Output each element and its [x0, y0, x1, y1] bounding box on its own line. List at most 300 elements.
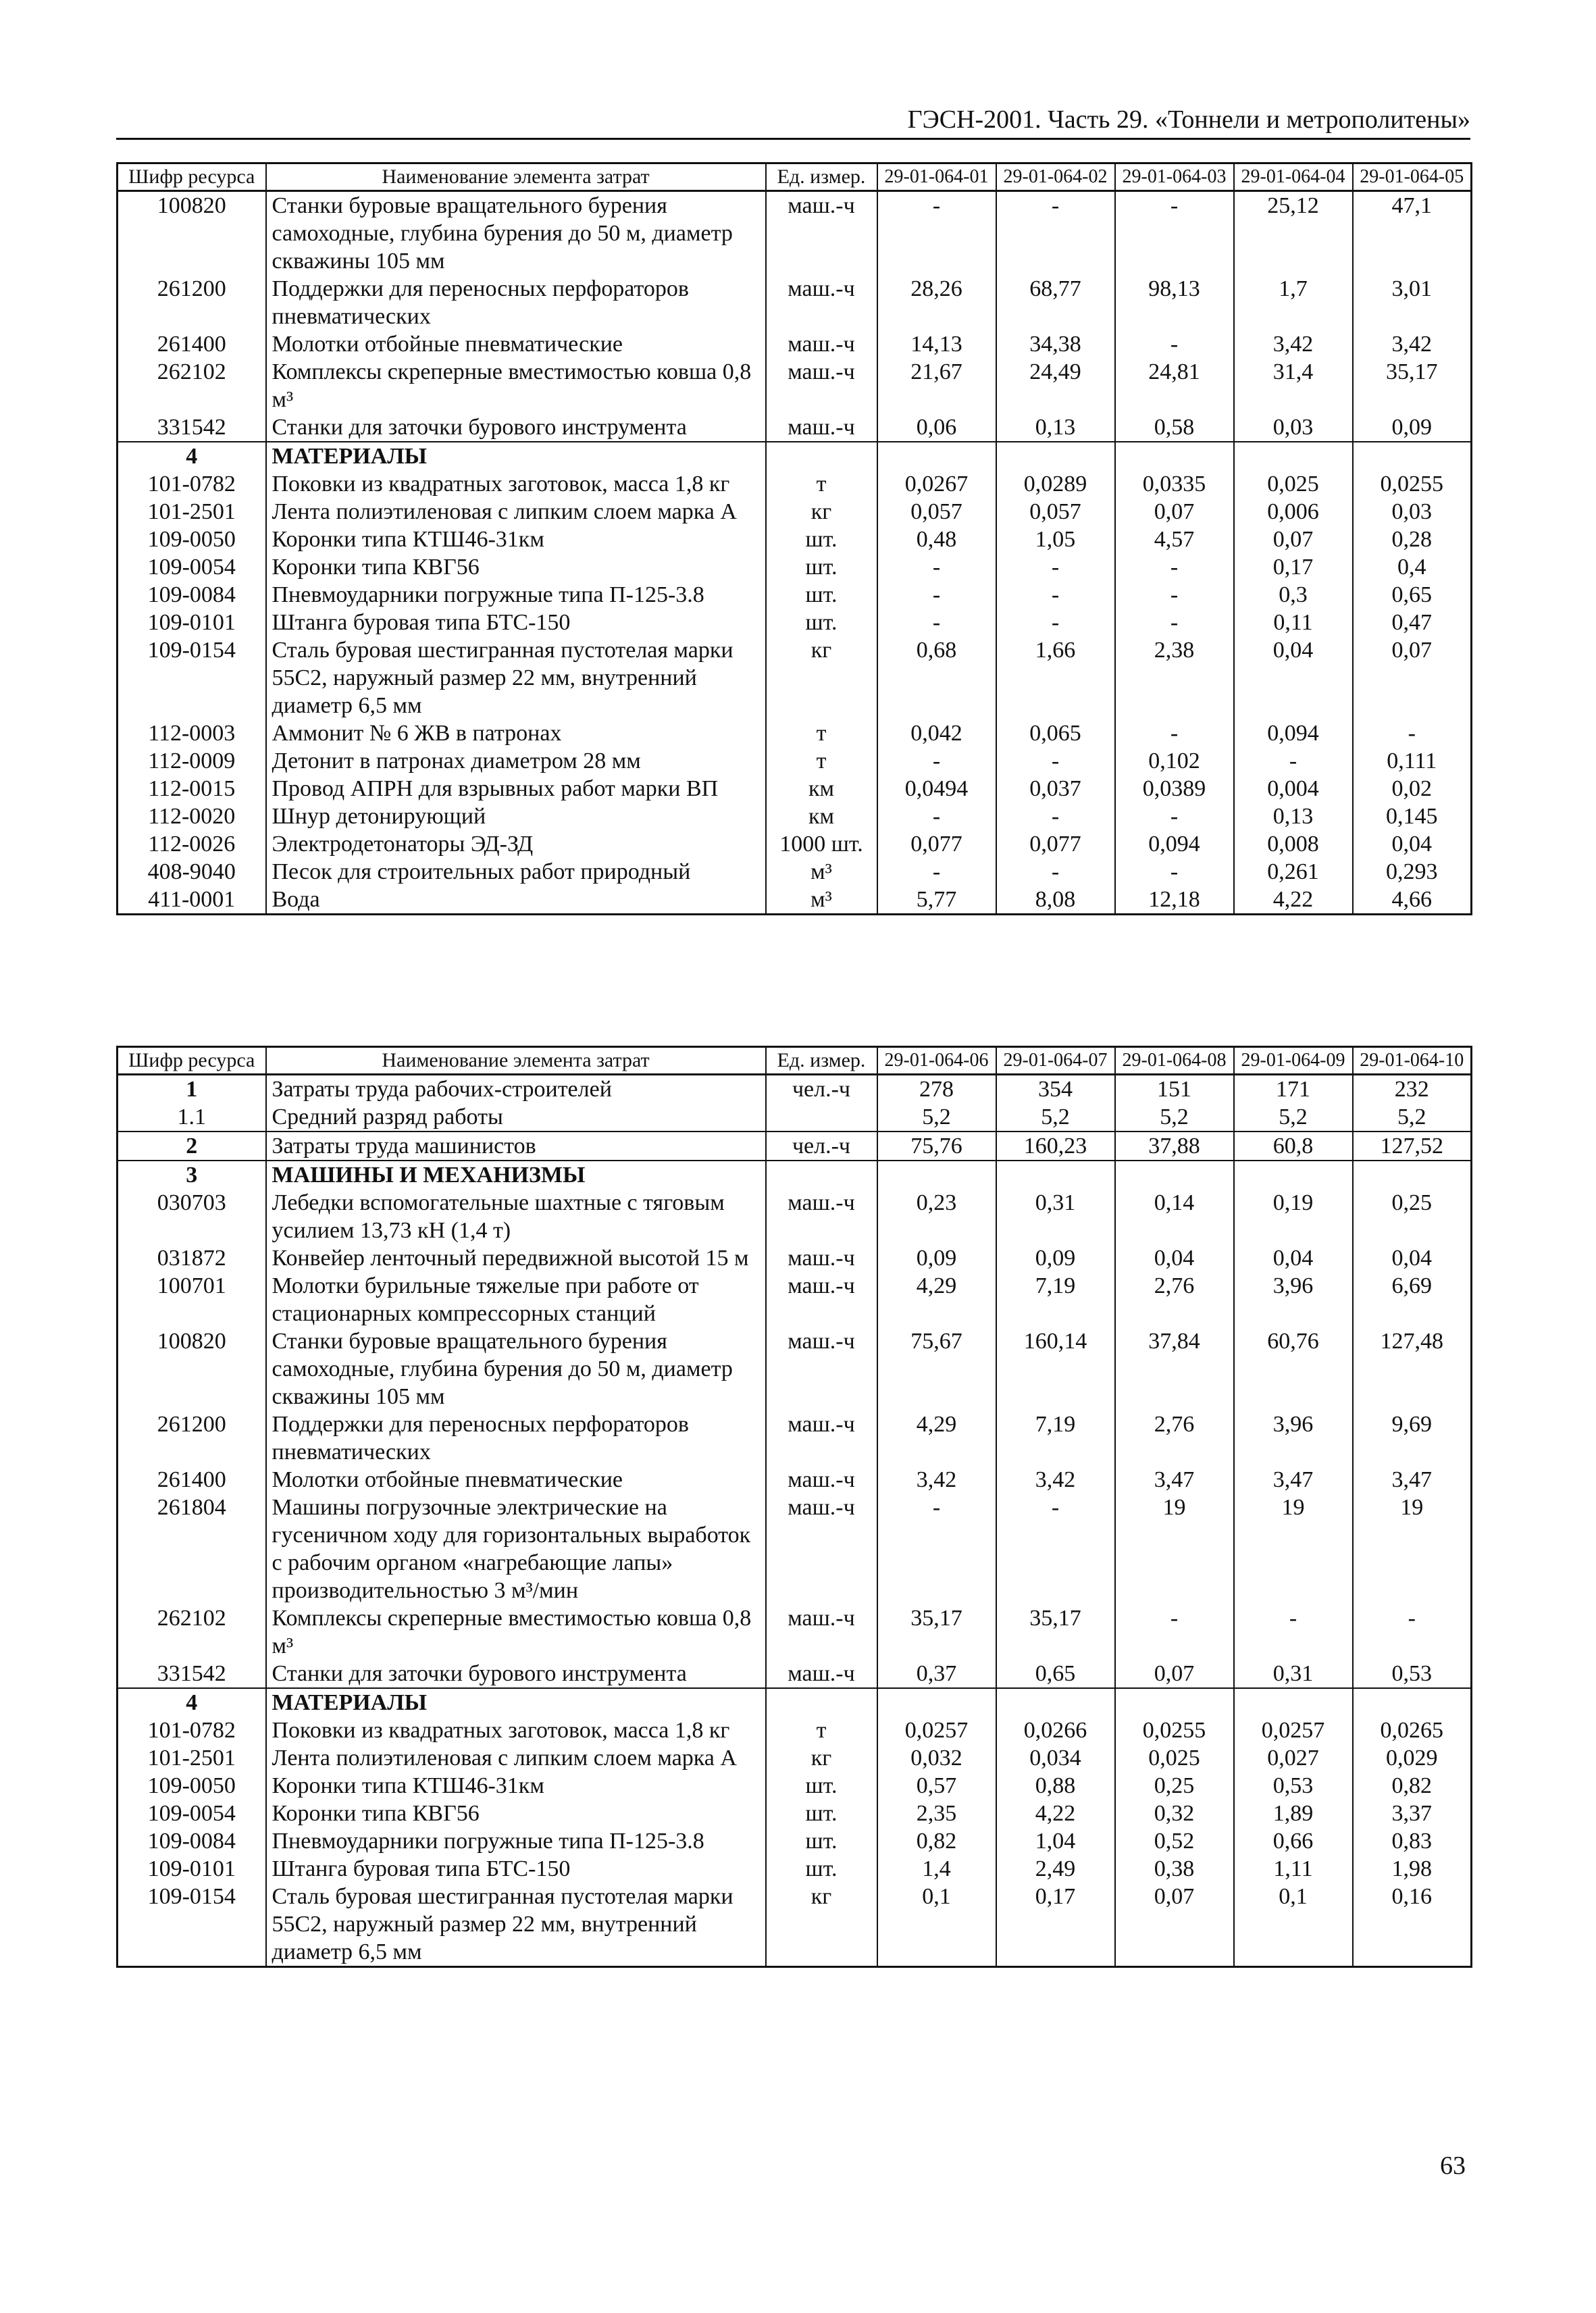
cost-element-name-cell: Штанга буровая типа БТС-150: [266, 609, 766, 636]
unit-cell: шт.: [766, 609, 877, 636]
table-row: [118, 1494, 1472, 1604]
norm-value-cell: -: [877, 581, 996, 609]
norm-value-cell: 7,19: [996, 1272, 1115, 1327]
cost-element-name-cell: Лента полиэтиленовая с липким слоем марка А: [266, 498, 766, 526]
unit-cell: маш.-ч: [766, 1494, 877, 1604]
table-row: [118, 1883, 1472, 1967]
norm-value-cell: 0,004: [1234, 775, 1353, 803]
table-row: [118, 330, 1472, 358]
unit-cell: маш.-ч: [766, 1604, 877, 1660]
cost-element-name-cell: Детонит в патронах диаметром 28 мм: [266, 747, 766, 775]
norm-value-cell: 4,29: [877, 1410, 996, 1466]
norm-value-cell: 160,14: [996, 1327, 1115, 1410]
norm-value-cell: 3,42: [996, 1466, 1115, 1494]
norm-value-cell: [877, 1688, 996, 1717]
norm-value-cell: 0,13: [1234, 803, 1353, 830]
norm-value-cell: 68,77: [996, 275, 1115, 330]
header-norm-code: 29-01-064-02: [996, 163, 1115, 191]
norm-value-cell: 47,1: [1353, 191, 1472, 276]
unit-cell: [766, 1688, 877, 1717]
norm-value-cell: 0,52: [1115, 1827, 1234, 1855]
norm-value-cell: 5,2: [996, 1103, 1115, 1132]
cost-element-name-cell: Коронки типа КТШ46-31км: [266, 1772, 766, 1800]
norm-value-cell: 0,32: [1115, 1800, 1234, 1827]
resource-code-cell: 101-2501: [118, 1744, 266, 1772]
resource-code-cell: 100820: [118, 1327, 266, 1410]
norm-value-cell: 0,04: [1234, 636, 1353, 719]
norm-value-cell: 4,22: [996, 1800, 1115, 1827]
norm-value-cell: 24,49: [996, 358, 1115, 413]
norm-value-cell: 1,7: [1234, 275, 1353, 330]
norm-value-cell: 0,027: [1234, 1744, 1353, 1772]
table-row: [118, 553, 1472, 581]
norm-value-cell: 98,13: [1115, 275, 1234, 330]
resource-code-cell: 109-0154: [118, 636, 266, 719]
norm-value-cell: [996, 442, 1115, 470]
unit-cell: шт.: [766, 553, 877, 581]
norm-value-cell: 0,145: [1353, 803, 1472, 830]
norm-value-cell: [1234, 442, 1353, 470]
cost-element-name-cell: Коронки типа КВГ56: [266, 1800, 766, 1827]
norm-value-cell: 0,23: [877, 1189, 996, 1244]
norm-value-cell: 19: [1115, 1494, 1234, 1604]
norm-value-cell: 0,53: [1234, 1772, 1353, 1800]
resource-code-cell: 2: [118, 1132, 266, 1161]
unit-cell: км: [766, 775, 877, 803]
norm-value-cell: 160,23: [996, 1132, 1115, 1161]
header-unit: Ед. измер.: [766, 1047, 877, 1075]
unit-cell: шт.: [766, 1855, 877, 1883]
resource-code-cell: 100701: [118, 1272, 266, 1327]
table-header-row: [118, 163, 1472, 191]
unit-cell: 1000 шт.: [766, 830, 877, 858]
resource-code-cell: 112-0009: [118, 747, 266, 775]
unit-cell: маш.-ч: [766, 1410, 877, 1466]
norm-value-cell: 0,1: [1234, 1883, 1353, 1967]
norm-value-cell: 1,66: [996, 636, 1115, 719]
norm-value-cell: 0,025: [1115, 1744, 1234, 1772]
norm-value-cell: 0,008: [1234, 830, 1353, 858]
norm-value-cell: 0,88: [996, 1772, 1115, 1800]
norm-value-cell: 0,02: [1353, 775, 1472, 803]
norm-value-cell: -: [996, 747, 1115, 775]
norm-value-cell: 0,11: [1234, 609, 1353, 636]
norm-value-cell: 28,26: [877, 275, 996, 330]
resource-table-2: [116, 1046, 1472, 1968]
table-row: [118, 1827, 1472, 1855]
resource-code-cell: 109-0050: [118, 1772, 266, 1800]
norm-value-cell: 0,0257: [1234, 1717, 1353, 1744]
resource-code-cell: 3: [118, 1161, 266, 1189]
table-row: [118, 858, 1472, 886]
cost-element-name-cell: Коронки типа КТШ46-31км: [266, 526, 766, 553]
norm-value-cell: -: [877, 803, 996, 830]
section-row: [118, 1688, 1472, 1717]
resource-code-cell: 109-0101: [118, 609, 266, 636]
header-norm-code: 29-01-064-03: [1115, 163, 1234, 191]
cost-element-name-cell: Затраты труда рабочих-строителей: [266, 1075, 766, 1104]
table-row: [118, 719, 1472, 747]
norm-value-cell: 0,065: [996, 719, 1115, 747]
header-cost-element-name: Наименование элемента затрат: [266, 1047, 766, 1075]
cost-element-name-cell: Песок для строительных работ природный: [266, 858, 766, 886]
norm-value-cell: -: [877, 858, 996, 886]
norm-value-cell: 14,13: [877, 330, 996, 358]
table-row: [118, 581, 1472, 609]
unit-cell: [766, 1103, 877, 1132]
norm-value-cell: -: [996, 191, 1115, 276]
cost-element-name-cell: Лента полиэтиленовая с липким слоем марка А: [266, 1744, 766, 1772]
unit-cell: кг: [766, 1883, 877, 1967]
norm-value-cell: 0,0255: [1353, 470, 1472, 498]
norm-value-cell: 0,47: [1353, 609, 1472, 636]
norm-value-cell: 35,17: [996, 1604, 1115, 1660]
table-row: [118, 413, 1472, 442]
unit-cell: чел.-ч: [766, 1132, 877, 1161]
table-row: [118, 526, 1472, 553]
norm-value-cell: 9,69: [1353, 1410, 1472, 1466]
norm-value-cell: [877, 1161, 996, 1189]
norm-value-cell: 37,84: [1115, 1327, 1234, 1410]
norm-value-cell: 0,07: [1353, 636, 1472, 719]
norm-value-cell: 4,29: [877, 1272, 996, 1327]
cost-element-name-cell: Поковки из квадратных заготовок, масса 1,8 кг: [266, 470, 766, 498]
norm-value-cell: 24,81: [1115, 358, 1234, 413]
norm-value-cell: 0,31: [1234, 1660, 1353, 1688]
table-row: [118, 498, 1472, 526]
resource-code-cell: 331542: [118, 413, 266, 442]
norm-value-cell: 75,67: [877, 1327, 996, 1410]
table-row: [118, 1189, 1472, 1244]
norm-value-cell: 0,094: [1234, 719, 1353, 747]
norm-value-cell: 0,4: [1353, 553, 1472, 581]
norm-value-cell: 0,03: [1353, 498, 1472, 526]
norm-value-cell: 0,19: [1234, 1189, 1353, 1244]
norm-value-cell: [996, 1688, 1115, 1717]
table-row: [118, 275, 1472, 330]
norm-value-cell: 0,04: [1353, 830, 1472, 858]
norm-value-cell: -: [1115, 191, 1234, 276]
cost-element-name-cell: Затраты труда машинистов: [266, 1132, 766, 1161]
resource-code-cell: 4: [118, 1688, 266, 1717]
norm-value-cell: 232: [1353, 1075, 1472, 1104]
cost-element-name-cell: Сталь буровая шестигранная пустотелая марки 55С2, наружный размер 22 мм, внутренний диаметр 6,5 мм: [266, 636, 766, 719]
norm-value-cell: 127,52: [1353, 1132, 1472, 1161]
norm-value-cell: [996, 1161, 1115, 1189]
cost-element-name-cell: Поковки из квадратных заготовок, масса 1,8 кг: [266, 1717, 766, 1744]
resource-code-cell: 109-0084: [118, 581, 266, 609]
unit-cell: м³: [766, 886, 877, 915]
norm-value-cell: -: [996, 803, 1115, 830]
norm-value-cell: -: [1353, 1604, 1472, 1660]
resource-code-cell: 261804: [118, 1494, 266, 1604]
unit-cell: км: [766, 803, 877, 830]
norm-value-cell: [1353, 1688, 1472, 1717]
unit-cell: шт.: [766, 1772, 877, 1800]
table-row: [118, 747, 1472, 775]
resource-code-cell: 4: [118, 442, 266, 470]
unit-cell: [766, 442, 877, 470]
unit-cell: чел.-ч: [766, 1075, 877, 1104]
norm-value-cell: 0,04: [1234, 1244, 1353, 1272]
norm-value-cell: 3,01: [1353, 275, 1472, 330]
norm-value-cell: [1353, 1161, 1472, 1189]
norm-value-cell: 1,98: [1353, 1855, 1472, 1883]
norm-value-cell: 1,89: [1234, 1800, 1353, 1827]
norm-value-cell: 0,07: [1234, 526, 1353, 553]
cost-element-name-cell: Электродетонаторы ЭД-ЗД: [266, 830, 766, 858]
norm-value-cell: [1353, 442, 1472, 470]
resource-code-cell: 408-9040: [118, 858, 266, 886]
norm-value-cell: 0,09: [877, 1244, 996, 1272]
cost-element-name-cell: Поддержки для переносных перфораторов пневматических: [266, 275, 766, 330]
norm-value-cell: 0,25: [1353, 1189, 1472, 1244]
table-row: [118, 775, 1472, 803]
resource-code-cell: 030703: [118, 1189, 266, 1244]
unit-cell: маш.-ч: [766, 330, 877, 358]
norm-value-cell: 1,04: [996, 1827, 1115, 1855]
norm-value-cell: -: [1234, 1604, 1353, 1660]
norm-value-cell: 0,0289: [996, 470, 1115, 498]
unit-cell: м³: [766, 858, 877, 886]
header-norm-code: 29-01-064-08: [1115, 1047, 1234, 1075]
norm-value-cell: 0,057: [996, 498, 1115, 526]
norm-value-cell: 0,31: [996, 1189, 1115, 1244]
table-row: [118, 1660, 1472, 1688]
unit-cell: т: [766, 747, 877, 775]
norm-value-cell: 0,1: [877, 1883, 996, 1967]
norm-value-cell: 0,006: [1234, 498, 1353, 526]
unit-cell: кг: [766, 636, 877, 719]
resource-code-cell: 101-2501: [118, 498, 266, 526]
norm-value-cell: 0,3: [1234, 581, 1353, 609]
norm-value-cell: -: [996, 858, 1115, 886]
header-resource-code: Шифр ресурса: [118, 163, 266, 191]
norm-value-cell: 0,07: [1115, 498, 1234, 526]
norm-value-cell: -: [996, 553, 1115, 581]
resource-code-cell: 109-0054: [118, 553, 266, 581]
norm-value-cell: 1,11: [1234, 1855, 1353, 1883]
resource-code-cell: 262102: [118, 1604, 266, 1660]
norm-value-cell: 0,82: [877, 1827, 996, 1855]
cost-element-name-cell: Молотки бурильные тяжелые при работе от стационарных компрессорных станций: [266, 1272, 766, 1327]
table-row: [118, 1410, 1472, 1466]
table-header-row: [118, 1047, 1472, 1075]
header-norm-code: 29-01-064-06: [877, 1047, 996, 1075]
resource-code-cell: 109-0101: [118, 1855, 266, 1883]
norm-value-cell: 0,66: [1234, 1827, 1353, 1855]
table-row: [118, 1075, 1472, 1104]
resource-table-1: [116, 162, 1472, 915]
norm-value-cell: 4,66: [1353, 886, 1472, 915]
norm-value-cell: 0,077: [996, 830, 1115, 858]
table-row: [118, 1244, 1472, 1272]
norm-value-cell: 0,111: [1353, 747, 1472, 775]
norm-value-cell: 0,58: [1115, 413, 1234, 442]
resource-code-cell: 112-0003: [118, 719, 266, 747]
unit-cell: т: [766, 719, 877, 747]
norm-value-cell: 0,82: [1353, 1772, 1472, 1800]
norm-value-cell: -: [1353, 719, 1472, 747]
table-row: [118, 1604, 1472, 1660]
norm-value-cell: 0,077: [877, 830, 996, 858]
cost-element-name-cell: Шнур детонирующий: [266, 803, 766, 830]
norm-value-cell: 2,76: [1115, 1410, 1234, 1466]
cost-element-name-cell: Сталь буровая шестигранная пустотелая марки 55С2, наружный размер 22 мм, внутренний диаметр 6,5 мм: [266, 1883, 766, 1967]
norm-value-cell: 0,17: [1234, 553, 1353, 581]
norm-value-cell: 0,025: [1234, 470, 1353, 498]
unit-cell: маш.-ч: [766, 191, 877, 276]
table-row: [118, 830, 1472, 858]
section-row: [118, 442, 1472, 470]
resource-code-cell: 261400: [118, 1466, 266, 1494]
cost-element-name-cell: Средний разряд работы: [266, 1103, 766, 1132]
norm-value-cell: 0,14: [1115, 1189, 1234, 1244]
norm-value-cell: -: [1115, 330, 1234, 358]
table-row: [118, 1132, 1472, 1161]
cost-element-name-cell: Молотки отбойные пневматические: [266, 1466, 766, 1494]
resource-code-cell: 261400: [118, 330, 266, 358]
norm-value-cell: 0,07: [1115, 1660, 1234, 1688]
table-row: [118, 609, 1472, 636]
cost-element-name-cell: Станки буровые вращательного бурения самоходные, глубина бурения до 50 м, диаметр скважины 105 мм: [266, 1327, 766, 1410]
section-row: [118, 1161, 1472, 1189]
resource-code-cell: 031872: [118, 1244, 266, 1272]
norm-value-cell: 21,67: [877, 358, 996, 413]
norm-value-cell: 0,03: [1234, 413, 1353, 442]
header-norm-code: 29-01-064-09: [1234, 1047, 1353, 1075]
norm-value-cell: 0,102: [1115, 747, 1234, 775]
header-resource-code: Шифр ресурса: [118, 1047, 266, 1075]
norm-value-cell: -: [877, 191, 996, 276]
table-row: [118, 1327, 1472, 1410]
norm-value-cell: 0,06: [877, 413, 996, 442]
norm-value-cell: 0,037: [996, 775, 1115, 803]
table-row: [118, 1855, 1472, 1883]
norm-value-cell: 7,19: [996, 1410, 1115, 1466]
resource-code-cell: 112-0026: [118, 830, 266, 858]
cost-element-name-cell: Пневмоударники погружные типа П-125-3.8: [266, 1827, 766, 1855]
norm-value-cell: 3,42: [1234, 330, 1353, 358]
table-row: [118, 1103, 1472, 1132]
norm-value-cell: -: [1115, 609, 1234, 636]
header-unit: Ед. измер.: [766, 163, 877, 191]
table-row: [118, 1717, 1472, 1744]
table-row: [118, 470, 1472, 498]
norm-value-cell: 0,029: [1353, 1744, 1472, 1772]
unit-cell: кг: [766, 1744, 877, 1772]
resource-code-cell: 261200: [118, 1410, 266, 1466]
norm-value-cell: 0,032: [877, 1744, 996, 1772]
norm-value-cell: 0,0494: [877, 775, 996, 803]
norm-value-cell: -: [1234, 747, 1353, 775]
norm-value-cell: 0,04: [1115, 1244, 1234, 1272]
norm-value-cell: 2,76: [1115, 1272, 1234, 1327]
unit-cell: кг: [766, 498, 877, 526]
header-cost-element-name: Наименование элемента затрат: [266, 163, 766, 191]
cost-element-name-cell: Штанга буровая типа БТС-150: [266, 1855, 766, 1883]
norm-value-cell: 0,261: [1234, 858, 1353, 886]
header-norm-code: 29-01-064-10: [1353, 1047, 1472, 1075]
norm-value-cell: 3,47: [1234, 1466, 1353, 1494]
norm-value-cell: [1115, 1688, 1234, 1717]
unit-cell: маш.-ч: [766, 358, 877, 413]
norm-value-cell: 278: [877, 1075, 996, 1104]
resource-code-cell: 1.1: [118, 1103, 266, 1132]
unit-cell: маш.-ч: [766, 1244, 877, 1272]
norm-value-cell: 34,38: [996, 330, 1115, 358]
norm-value-cell: 0,0257: [877, 1717, 996, 1744]
resource-code-cell: 109-0050: [118, 526, 266, 553]
cost-element-name-cell: Конвейер ленточный передвижной высотой 15 м: [266, 1244, 766, 1272]
table-row: [118, 803, 1472, 830]
norm-value-cell: 0,68: [877, 636, 996, 719]
norm-value-cell: 1,05: [996, 526, 1115, 553]
norm-value-cell: 0,0389: [1115, 775, 1234, 803]
resource-code-cell: 100820: [118, 191, 266, 276]
norm-value-cell: 171: [1234, 1075, 1353, 1104]
norm-value-cell: 60,8: [1234, 1132, 1353, 1161]
norm-value-cell: 0,0255: [1115, 1717, 1234, 1744]
norm-value-cell: 0,094: [1115, 830, 1234, 858]
page-number: 63: [1440, 2152, 1466, 2180]
norm-value-cell: 0,042: [877, 719, 996, 747]
cost-element-name-cell: МАТЕРИАЛЫ: [266, 1688, 766, 1717]
norm-value-cell: [1234, 1688, 1353, 1717]
table-row: [118, 1744, 1472, 1772]
norm-value-cell: 127,48: [1353, 1327, 1472, 1410]
norm-value-cell: -: [877, 747, 996, 775]
norm-value-cell: 0,0266: [996, 1717, 1115, 1744]
norm-value-cell: 3,37: [1353, 1800, 1472, 1827]
norm-value-cell: -: [996, 1494, 1115, 1604]
norm-value-cell: 151: [1115, 1075, 1234, 1104]
norm-value-cell: -: [1115, 803, 1234, 830]
resource-code-cell: 331542: [118, 1660, 266, 1688]
cost-element-name-cell: Станки буровые вращательного бурения самоходные, глубина бурения до 50 м, диаметр скважины 105 мм: [266, 191, 766, 276]
cost-element-name-cell: Лебедки вспомогательные шахтные с тяговым усилием 13,73 кН (1,4 т): [266, 1189, 766, 1244]
norm-value-cell: 3,47: [1353, 1466, 1472, 1494]
unit-cell: маш.-ч: [766, 275, 877, 330]
norm-value-cell: [1115, 442, 1234, 470]
norm-value-cell: 3,42: [1353, 330, 1472, 358]
table-row: [118, 1800, 1472, 1827]
norm-value-cell: 0,034: [996, 1744, 1115, 1772]
resource-code-cell: 109-0154: [118, 1883, 266, 1967]
cost-element-name-cell: Поддержки для переносных перфораторов пневматических: [266, 1410, 766, 1466]
norm-value-cell: 4,57: [1115, 526, 1234, 553]
norm-value-cell: -: [1115, 719, 1234, 747]
norm-value-cell: 5,2: [877, 1103, 996, 1132]
norm-value-cell: 0,17: [996, 1883, 1115, 1967]
table-row: [118, 1772, 1472, 1800]
norm-value-cell: 0,0267: [877, 470, 996, 498]
unit-cell: шт.: [766, 581, 877, 609]
cost-element-name-cell: Станки для заточки бурового инструмента: [266, 1660, 766, 1688]
norm-value-cell: 0,07: [1115, 1883, 1234, 1967]
resource-code-cell: 101-0782: [118, 470, 266, 498]
cost-element-name-cell: Комплексы скреперные вместимостью ковша 0,8 м³: [266, 1604, 766, 1660]
norm-value-cell: 35,17: [877, 1604, 996, 1660]
norm-value-cell: 2,49: [996, 1855, 1115, 1883]
resource-code-cell: 1: [118, 1075, 266, 1104]
norm-value-cell: 0,09: [996, 1244, 1115, 1272]
norm-value-cell: -: [877, 609, 996, 636]
unit-cell: шт.: [766, 1800, 877, 1827]
norm-value-cell: -: [1115, 858, 1234, 886]
norm-value-cell: 0,38: [1115, 1855, 1234, 1883]
resource-code-cell: 262102: [118, 358, 266, 413]
